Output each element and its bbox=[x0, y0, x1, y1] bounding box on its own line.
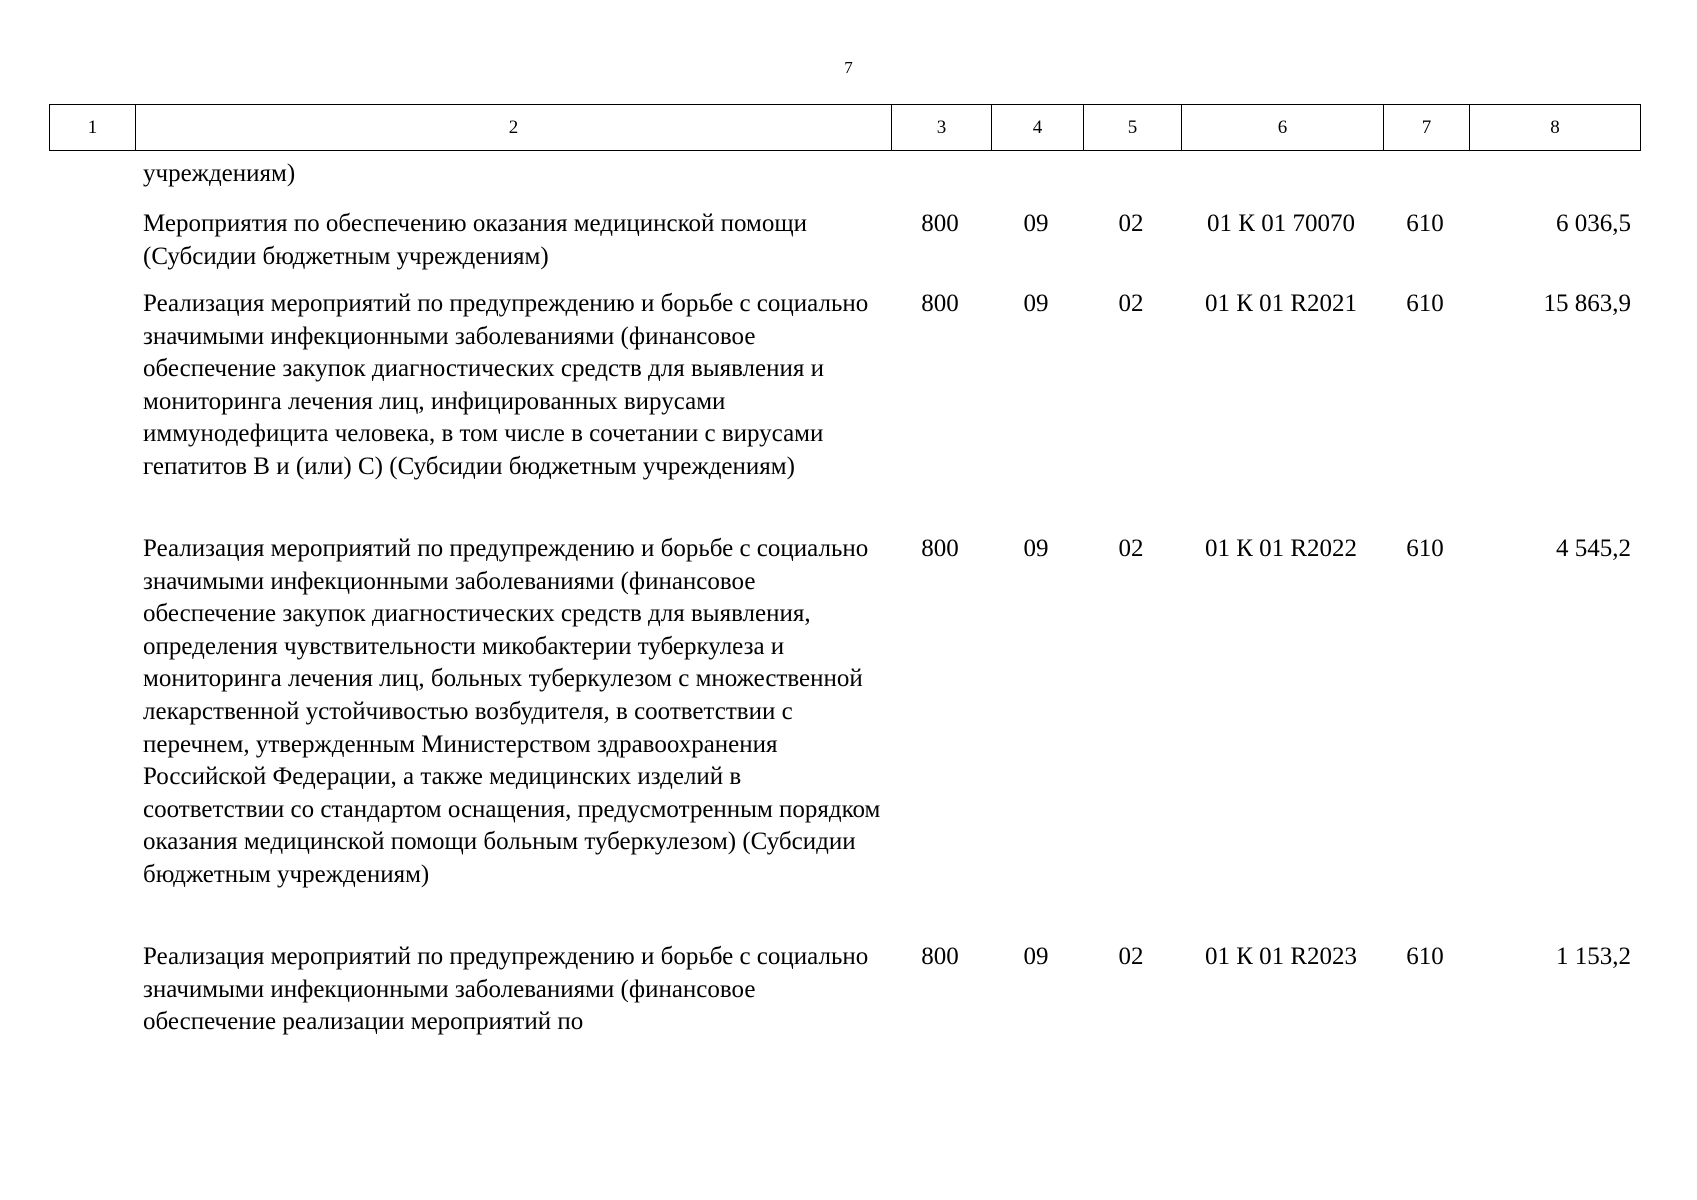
header-row bbox=[50, 105, 1641, 151]
header-cell-5: 5 bbox=[1084, 105, 1182, 151]
row-col5: 02 bbox=[1118, 210, 1144, 237]
row-col6: 01 К 01 R2021 bbox=[1204, 290, 1358, 317]
row-description: Реализация мероприятий по предупреждению и борьбе с социально значимыми инфекционными заболеваниями (финансовое обеспечение реализации мероприятий по bbox=[143, 943, 869, 1036]
continuation-text: учреждениям) bbox=[143, 160, 296, 187]
row-amount: 4 545,2 bbox=[1556, 535, 1631, 562]
header-cell-6: 6 bbox=[1182, 105, 1384, 151]
row-amount: 15 863,9 bbox=[1543, 290, 1631, 317]
row-col3: 800 bbox=[921, 210, 959, 237]
table-header bbox=[49, 104, 1641, 151]
header-cell-7: 7 bbox=[1384, 105, 1470, 151]
row-col7: 610 bbox=[1406, 210, 1444, 237]
row-col5: 02 bbox=[1118, 535, 1144, 562]
row-col3: 800 bbox=[921, 535, 959, 562]
row-col7: 610 bbox=[1406, 535, 1444, 562]
row-description: Мероприятия по обеспечению оказания медицинской помощи (Субсидии бюджетным учреждениям) bbox=[143, 210, 807, 270]
row-amount: 1 153,2 bbox=[1556, 943, 1631, 970]
row-col6: 01 К 01 R2022 bbox=[1204, 535, 1358, 562]
row-col6: 01 К 01 70070 bbox=[1207, 210, 1355, 237]
row-col4: 09 bbox=[1023, 210, 1049, 237]
header-cell-3: 3 bbox=[892, 105, 992, 151]
row-description: Реализация мероприятий по предупреждению и борьбе с социально значимыми инфекционными заболеваниями (финансовое обеспечение закупок диагностических средств для выявления и мониторинга лечения лиц, инфицированных вирусами иммунодефицита человека, в том числе в сочетании с вирусами гепатитов B и (или) C) (Субсидии бюджетным учреждениям) bbox=[143, 290, 869, 480]
header-cell-4: 4 bbox=[992, 105, 1084, 151]
row-col4: 09 bbox=[1023, 943, 1049, 970]
row-description: Реализация мероприятий по предупреждению и борьбе с социально значимыми инфекционными заболеваниями (финансовое обеспечение закупок диагностических средств для выявления, определения чувствительности микобактерии туберкулеза и мониторинга лечения лиц, больных туберкулезом с множественной лекарственной устойчивостью возбудителя, в соответствии с перечнем, утвержденным Министерством здравоохранения Российской Федерации, а также медицинских изделий в соответствии со стандартом оснащения, предусмотренным порядком оказания медицинской помощи больным туберкулезом) (Субсидии бюджетным учреждениям) bbox=[143, 535, 881, 888]
row-col3: 800 bbox=[921, 290, 959, 317]
page-number: 7 bbox=[844, 58, 853, 77]
row-col4: 09 bbox=[1023, 290, 1049, 317]
header-cell-8: 8 bbox=[1470, 105, 1641, 151]
header-cell-2: 2 bbox=[136, 105, 892, 151]
row-amount: 6 036,5 bbox=[1556, 210, 1631, 237]
row-col7: 610 bbox=[1406, 290, 1444, 317]
row-col6: 01 К 01 R2023 bbox=[1204, 943, 1358, 970]
row-col5: 02 bbox=[1118, 943, 1144, 970]
header-cell-1: 1 bbox=[50, 105, 136, 151]
row-col7: 610 bbox=[1406, 943, 1444, 970]
row-col3: 800 bbox=[921, 943, 959, 970]
row-col4: 09 bbox=[1023, 535, 1049, 562]
row-col5: 02 bbox=[1118, 290, 1144, 317]
